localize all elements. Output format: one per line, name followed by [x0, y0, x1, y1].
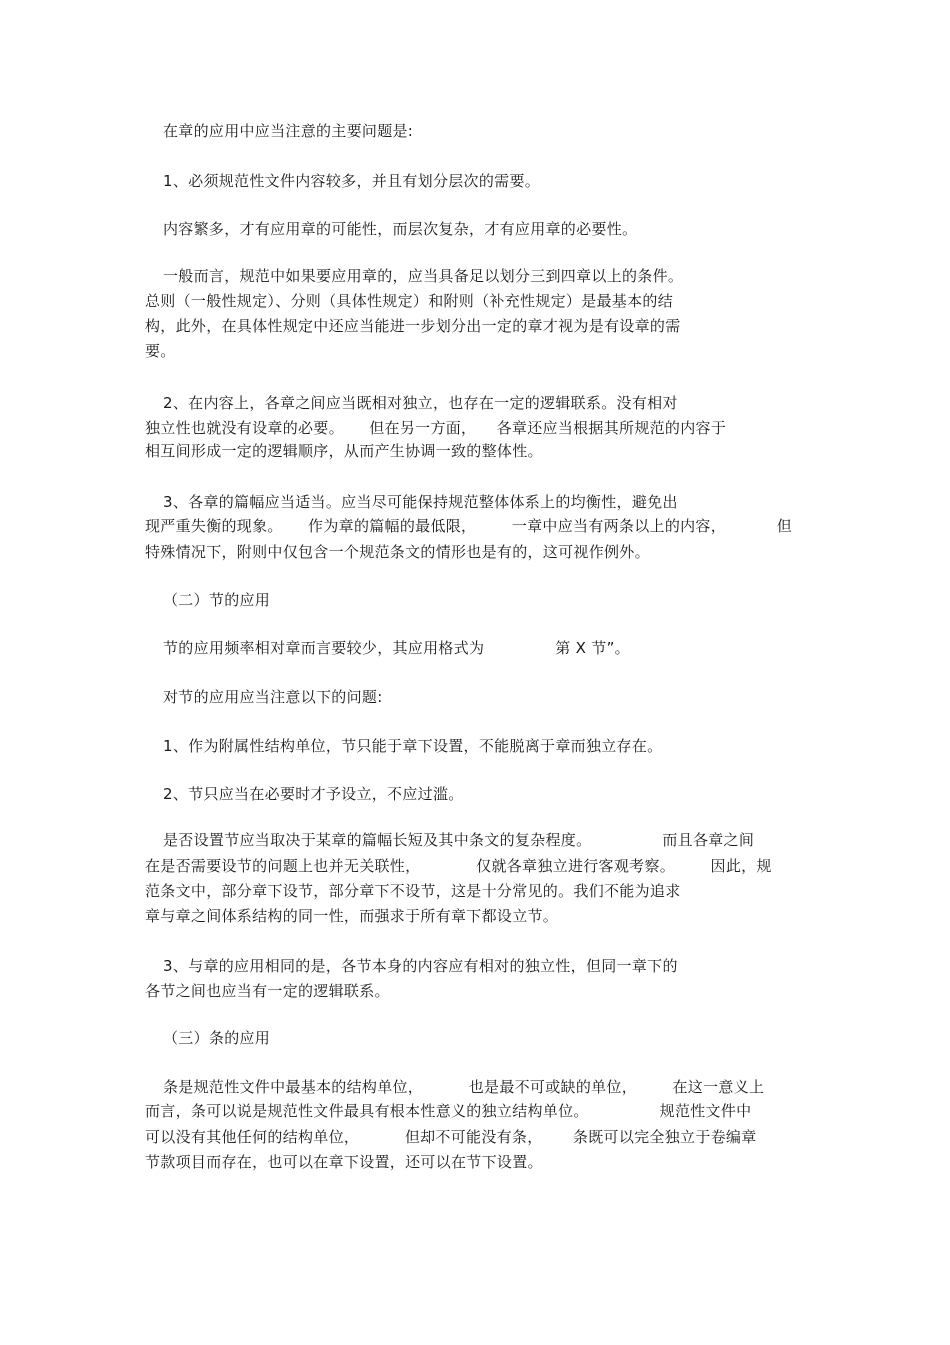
paragraph-line: 可以没有其他任何的结构单位， 但却不可能没有条， 条既可以完全独立于卷编章	[145, 1128, 757, 1146]
paragraph-line: 2、在内容上，各章之间应当既相对独立，也存在一定的逻辑联系。没有相对	[163, 394, 678, 412]
paragraph-line: 相互间形成一定的逻辑顺序，从而产生协调一致的整体性。	[145, 442, 543, 460]
paragraph-line: 3、各章的篇幅应当适当。应当尽可能保持规范整体体系上的均衡性，避免出	[163, 493, 678, 511]
paragraph-line: 在是否需要设节的问题上也并无关联性， 仅就各章独立进行客观考察。 因此，规	[145, 857, 772, 875]
paragraph-line: 总则（一般性规定）、分则（具体性规定）和附则（补充性规定）是最基本的结	[145, 292, 674, 310]
paragraph-line: 条是规范性文件中最基本的结构单位， 也是最不可或缺的单位， 在这一意义上	[163, 1078, 765, 1096]
paragraph-line: 2、节只应当在必要时才予设立，不应过滥。	[163, 785, 464, 803]
paragraph-line: 1、作为附属性结构单位，节只能于章下设置，不能脱离于章而独立存在。	[163, 737, 663, 755]
paragraph-line: 对节的应用应当注意以下的问题:	[163, 688, 383, 706]
paragraph-line: 特殊情况下，附则中仅包含一个规范条文的情形也是有的，这可视作例外。	[145, 543, 650, 561]
paragraph-line: 1、必须规范性文件内容较多，并且有划分层次的需要。	[163, 172, 541, 190]
paragraph-line: 范条文中，部分章下设节，部分章下不设节，这是十分常见的。我们不能为追求	[145, 882, 681, 900]
paragraph-line: 节款项目而存在，也可以在章下设置，还可以在节下设置。	[145, 1153, 543, 1171]
paragraph-line: 构，此外，在具体性规定中还应当能进一步划分出一定的章才视为是有设章的需	[145, 317, 681, 335]
paragraph-line: 章与章之间体系结构的同一性，而强求于所有章下都设立节。	[145, 907, 559, 925]
paragraph-line: 各节之间也应当有一定的逻辑联系。	[145, 982, 390, 1000]
paragraph-line: 在章的应用中应当注意的主要问题是:	[163, 122, 414, 140]
section-heading: （三）条的应用	[163, 1029, 271, 1047]
paragraph-line: 现严重失衡的现象。 作为章的篇幅的最低限， 一章中应当有两条以上的内容， 但	[145, 517, 793, 535]
paragraph-line: 节的应用频率相对章而言要较少，其应用格式为 第 X 节”。	[163, 639, 630, 657]
paragraph-line: 而言，条可以说是规范性文件最具有根本性意义的独立结构单位。 规范性文件中	[145, 1102, 752, 1120]
paragraph-line: 是否设置节应当取决于某章的篇幅长短及其中条文的复杂程度。 而且各章之间	[163, 831, 755, 849]
paragraph-line: 内容繁多，才有应用章的可能性，而层次复杂，才有应用章的必要性。	[163, 220, 638, 238]
paragraph-line: 要。	[145, 342, 176, 360]
paragraph-line: 独立性也就没有设章的必要。 但在另一方面， 各章还应当根据其所规范的内容于	[145, 419, 727, 437]
paragraph-line: 3、与章的应用相同的是，各节本身的内容应有相对的独立性，但同一章下的	[163, 957, 678, 975]
paragraph-line: 一般而言，规范中如果要应用章的，应当具备足以划分三到四章以上的条件。	[163, 267, 684, 285]
section-heading: （二）节的应用	[163, 591, 271, 609]
